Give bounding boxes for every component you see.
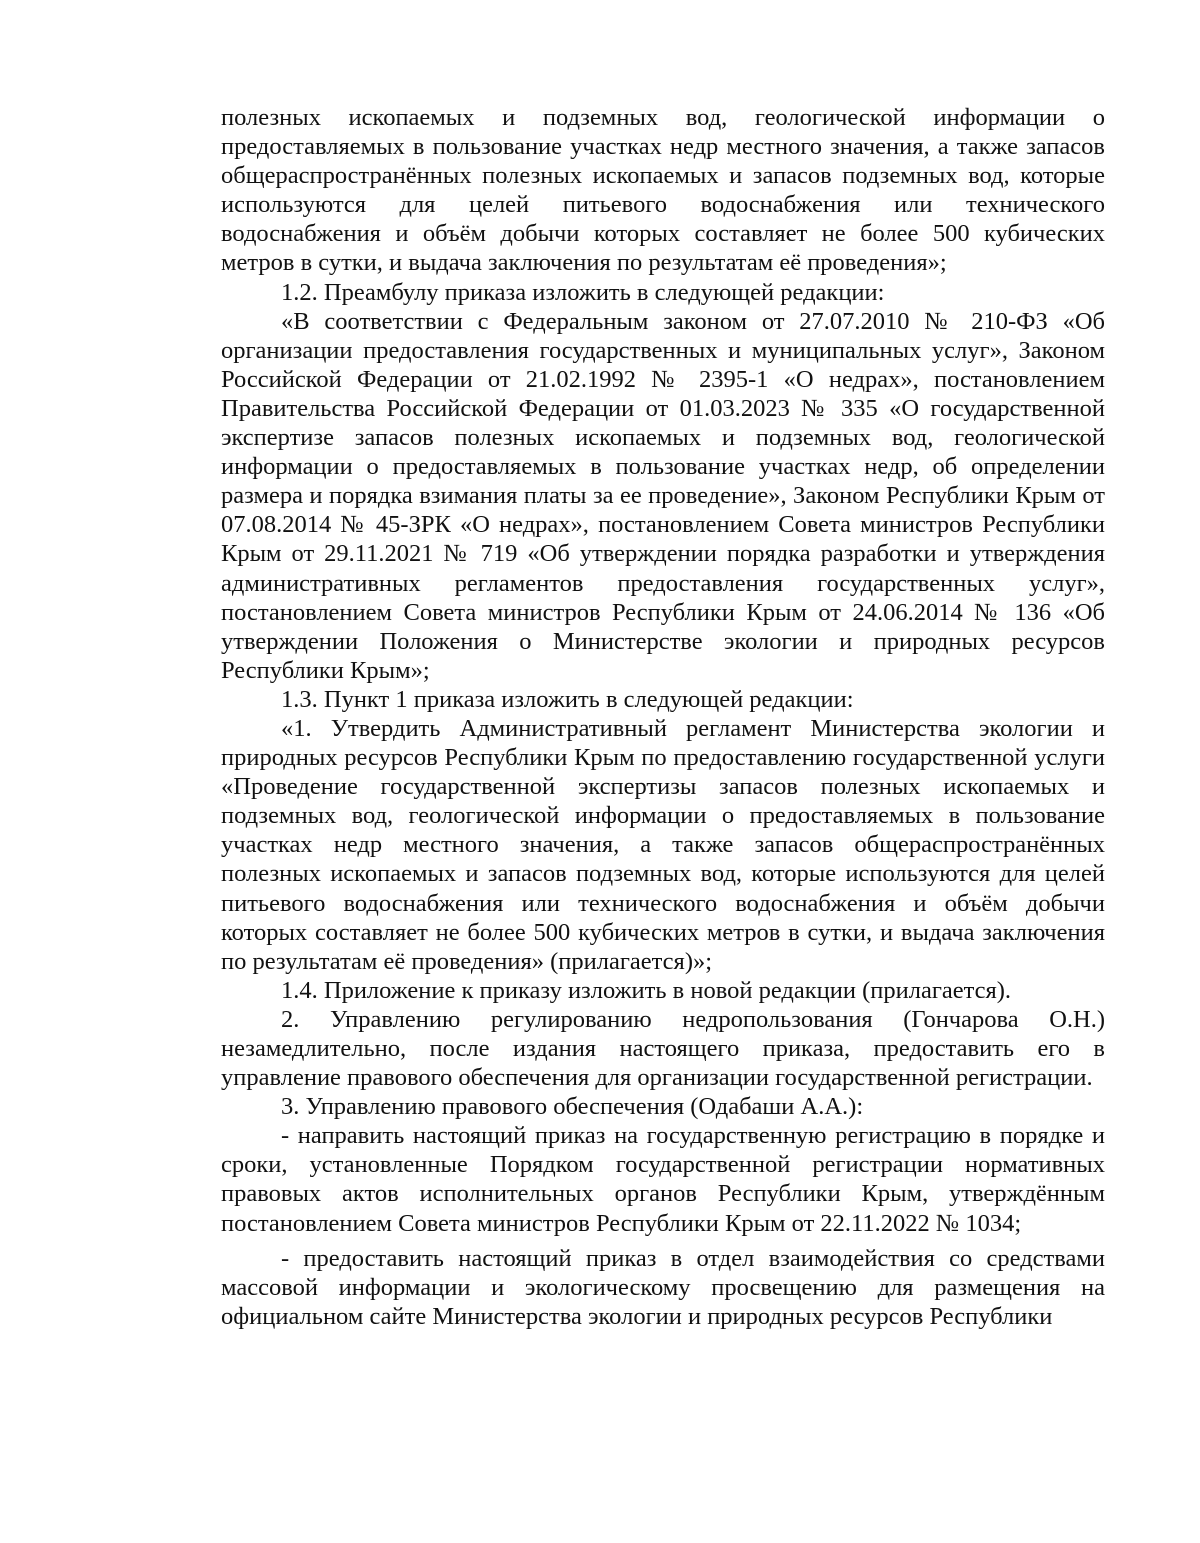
paragraph-3-registration: - направить настоящий приказ на государственную регистрацию в порядке и сроки, установленные Порядком государственной регистрации нормативных правовых актов исполнительных органов Республики Крым, утверждённым постановлением Совета министров Республики Крым от 22.11.2022 № 1034; [221, 1122, 1105, 1237]
paragraph-1-3: 1.3. Пункт 1 приказа изложить в следующей редакции: [281, 685, 854, 713]
paragraph-item-1: «1. Утвердить Административный регламент Министерства экологии и природных ресурсов Республики Крым по предоставлению государственной услуги «Проведение государственной экспертизы запасов полезных ископаемых и подземных вод, геологической информации о предоставляемых в пользование участках недр местного значения, а также запасов общераспространённых полезных ископаемых и запасов подземных вод, которые используются для целей питьевого водоснабжения или технического водоснабжения и объём добычи которых составляет не более 500 кубических метров в сутки, и выдача заключения по результатам её проведения» (прилагается)»; [221, 714, 1105, 975]
document-page [221, 103, 1105, 1331]
paragraph-preamble: «В соответствии с Федеральным законом от 27.07.2010 № 210-ФЗ «Об организации предоставления государственных и муниципальных услуг», Законом Российской Федерации от 21.02.1992 № 2395-1 «О недрах», постановлением Правительства Российской Федерации от 01.03.2023 № 335 «О государственной экспертизе запасов полезных ископаемых и подземных вод, геологической информации о предоставляемых в пользование участках недр, об определении размера и порядка взимания платы за ее проведение», Законом Республики Крым от 07.08.2014 № 45-ЗРК «О недрах», постановлением Совета министров Республики Крым от 29.11.2021 № 719 «Об утверждении порядка разработки и утверждения административных регламентов предоставления государственных услуг», постановлением Совета министров Республики Крым от 24.06.2014 № 136 «Об утверждении Положения о Министерстве экологии и природных ресурсов Республики Крым»; [221, 307, 1105, 684]
paragraph-3-publication: - предоставить настоящий приказ в отдел взаимодействия со средствами массовой информации и экологическому просвещению для размещения на официальном сайте Министерства экологии и природных ресурсов Республики [221, 1244, 1105, 1330]
paragraph-3: 3. Управлению правового обеспечения (Одабаши А.А.): [281, 1093, 864, 1121]
paragraph-2: 2. Управлению регулированию недропользования (Гончарова О.Н.) незамедлительно, после издания настоящего приказа, предоставить его в управление правового обеспечения для организации государственной регистрации. [221, 1005, 1105, 1092]
paragraph-continuation: полезных ископаемых и подземных вод, геологической информации о предоставляемых в пользование участках недр местного значения, а также запасов общераспространённых полезных ископаемых и запасов подземных вод, которые используются для целей питьевого водоснабжения или технического водоснабжения и объём добычи которых составляет не более 500 кубических метров в сутки, и выдача заключения по результатам её проведения»; [221, 104, 1105, 277]
paragraph-1-4: 1.4. Приложение к приказу изложить в новой редакции (прилагается). [281, 976, 1012, 1004]
paragraph-1-2: 1.2. Преамбулу приказа изложить в следующей редакции: [281, 278, 885, 306]
